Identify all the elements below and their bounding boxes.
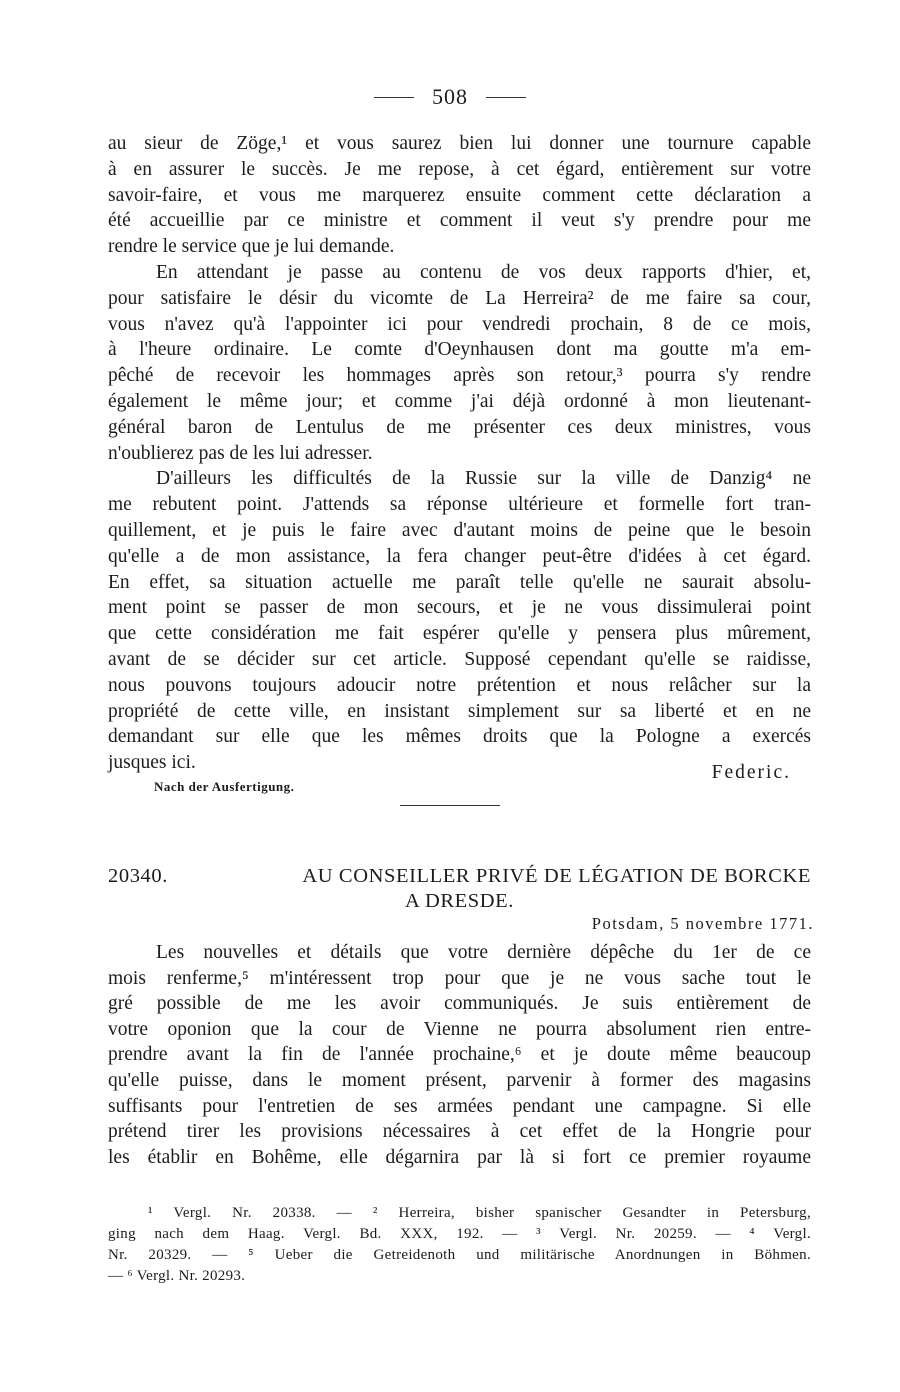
text-line: à en assurer le succès. Je me repose, à cet égard, entièrement sur votre [108,158,811,180]
text-line: votre oponion que la cour de Vienne ne pourra absolument rien entre- [108,1018,811,1040]
section-divider [400,805,500,806]
paragraph-2 [108,260,811,466]
header-rule-left [374,97,414,98]
letter-number: 20340. [108,865,168,887]
letter-title: AU CONSEILLER PRIVÉ DE LÉGATION DE BORCKE [302,865,811,887]
letter-title-line2: A DRESDE. [404,890,515,912]
text-line: savoir-faire, et vous me marquerez ensuite comment cette déclaration a [108,184,811,206]
text-line: prendre avant la fin de l'année prochaine,⁶ et je doute même beaucoup [108,1044,811,1066]
text-line: ment point se passer de mon secours, et je ne vous dissimulerai point [108,597,811,619]
place-date: Potsdam, 5 novembre 1771. [591,914,814,933]
text-line: n'oublierez pas de les lui adresser. [108,442,373,464]
signature: Federic. [711,762,791,783]
footnote-line: ¹ Vergl. Nr. 20338. — ² Herreira, bisher spanischer Gesandter in Petersburg, [148,1205,811,1221]
text-line: jusques ici. [108,752,196,774]
text-line: nous pouvons toujours adoucir notre prétention et nous relâcher sur la [108,674,811,696]
text-line: pêché de recevoir les hommages après son retour,³ pourra s'y rendre [108,365,811,387]
text-line: qu'elle puisse, dans le moment présent, parvenir à former des magasins [108,1069,811,1091]
letter-continuation [108,131,811,776]
footnote-line: — ⁶ Vergl. Nr. 20293. [108,1268,246,1284]
text-line: vous n'avez qu'à l'appointer ici pour vendredi prochain, 8 de ce mois, [108,313,811,335]
text-line: que cette considération me fait espérer qu'elle y pensera plus mûrement, [108,623,811,645]
text-line: qu'elle a de mon assistance, la fera changer peut-être d'idées à cet égard. [108,545,811,567]
text-line: prétend tirer les provisions nécessaires à cet effet de la Hongrie pour [108,1121,811,1143]
footnote-line: Nr. 20329. — ⁵ Ueber die Getreidenoth und militärische Anordnungen in Böhmen. [108,1247,811,1263]
text-line: demandant sur elle que les mêmes droits que la Pologne a exercés [108,726,811,748]
text-line: les établir en Bohême, elle dégarnira par là si fort ce premier royaume [108,1146,811,1168]
text-line: au sieur de Zöge,¹ et vous saurez bien lui donner une tournure capable [108,133,811,154]
text-line: avant de se décider sur cet article. Supposé cependant qu'elle se raidisse, [108,648,811,670]
footnote-line: ging nach dem Haag. Vergl. Bd. XXX, 192. — ³ Vergl. Nr. 20259. — ⁴ Vergl. [108,1226,811,1242]
text-line: gré possible de me les avoir communiqués. Je suis entièrement de [108,993,811,1015]
letter-body [108,940,811,1170]
text-line: Les nouvelles et détails que votre dernière dépêche du 1er de ce [156,942,811,963]
footnotes [108,1203,811,1287]
text-line: été accueillie par ce ministre et comment il veut s'y prendre pour me [108,210,811,232]
page-header [0,84,900,110]
text-line: D'ailleurs les difficultés de la Russie sur la ville de Danzig⁴ ne [156,468,811,490]
text-line: également le même jour; et comme j'ai déjà ordonné à mon lieutenant- [108,390,811,412]
paragraph-1 [108,131,811,260]
letter-heading [108,865,811,913]
source-note: Nach der Ausfertigung. [154,779,295,794]
page-number: 508 [432,84,468,109]
text-line: général baron de Lentulus de me présenter ces deux ministres, vous [108,416,811,438]
text-line: rendre le service que je lui demande. [108,236,395,258]
header-rule-right [486,97,526,98]
text-line: pour satisfaire le désir du vicomte de La Herreira² de me faire sa cour, [108,287,811,309]
text-line: à l'heure ordinaire. Le comte d'Oeynhausen dont ma goutte m'a em- [108,339,811,361]
text-line: En attendant je passe au contenu de vos deux rapports d'hier, et, [156,261,811,283]
text-line: me rebutent point. J'attends sa réponse ultérieure et formelle fort tran- [108,494,811,516]
text-line: propriété de cette ville, en insistant simplement sur sa liberté et en ne [108,700,811,722]
paragraph-3 [108,466,811,776]
text-line: quillement, et je puis le faire avec d'autant moins de peine que le besoin [108,519,811,541]
text-line: En effet, sa situation actuelle me paraît telle qu'elle ne saurait absolu- [108,571,811,593]
text-line: suffisants pour l'entretien de ses armées pendant une campagne. Si elle [108,1095,811,1117]
text-line: mois renferme,⁵ m'intéressent trop pour que je ne vous sache tout le [108,967,811,989]
